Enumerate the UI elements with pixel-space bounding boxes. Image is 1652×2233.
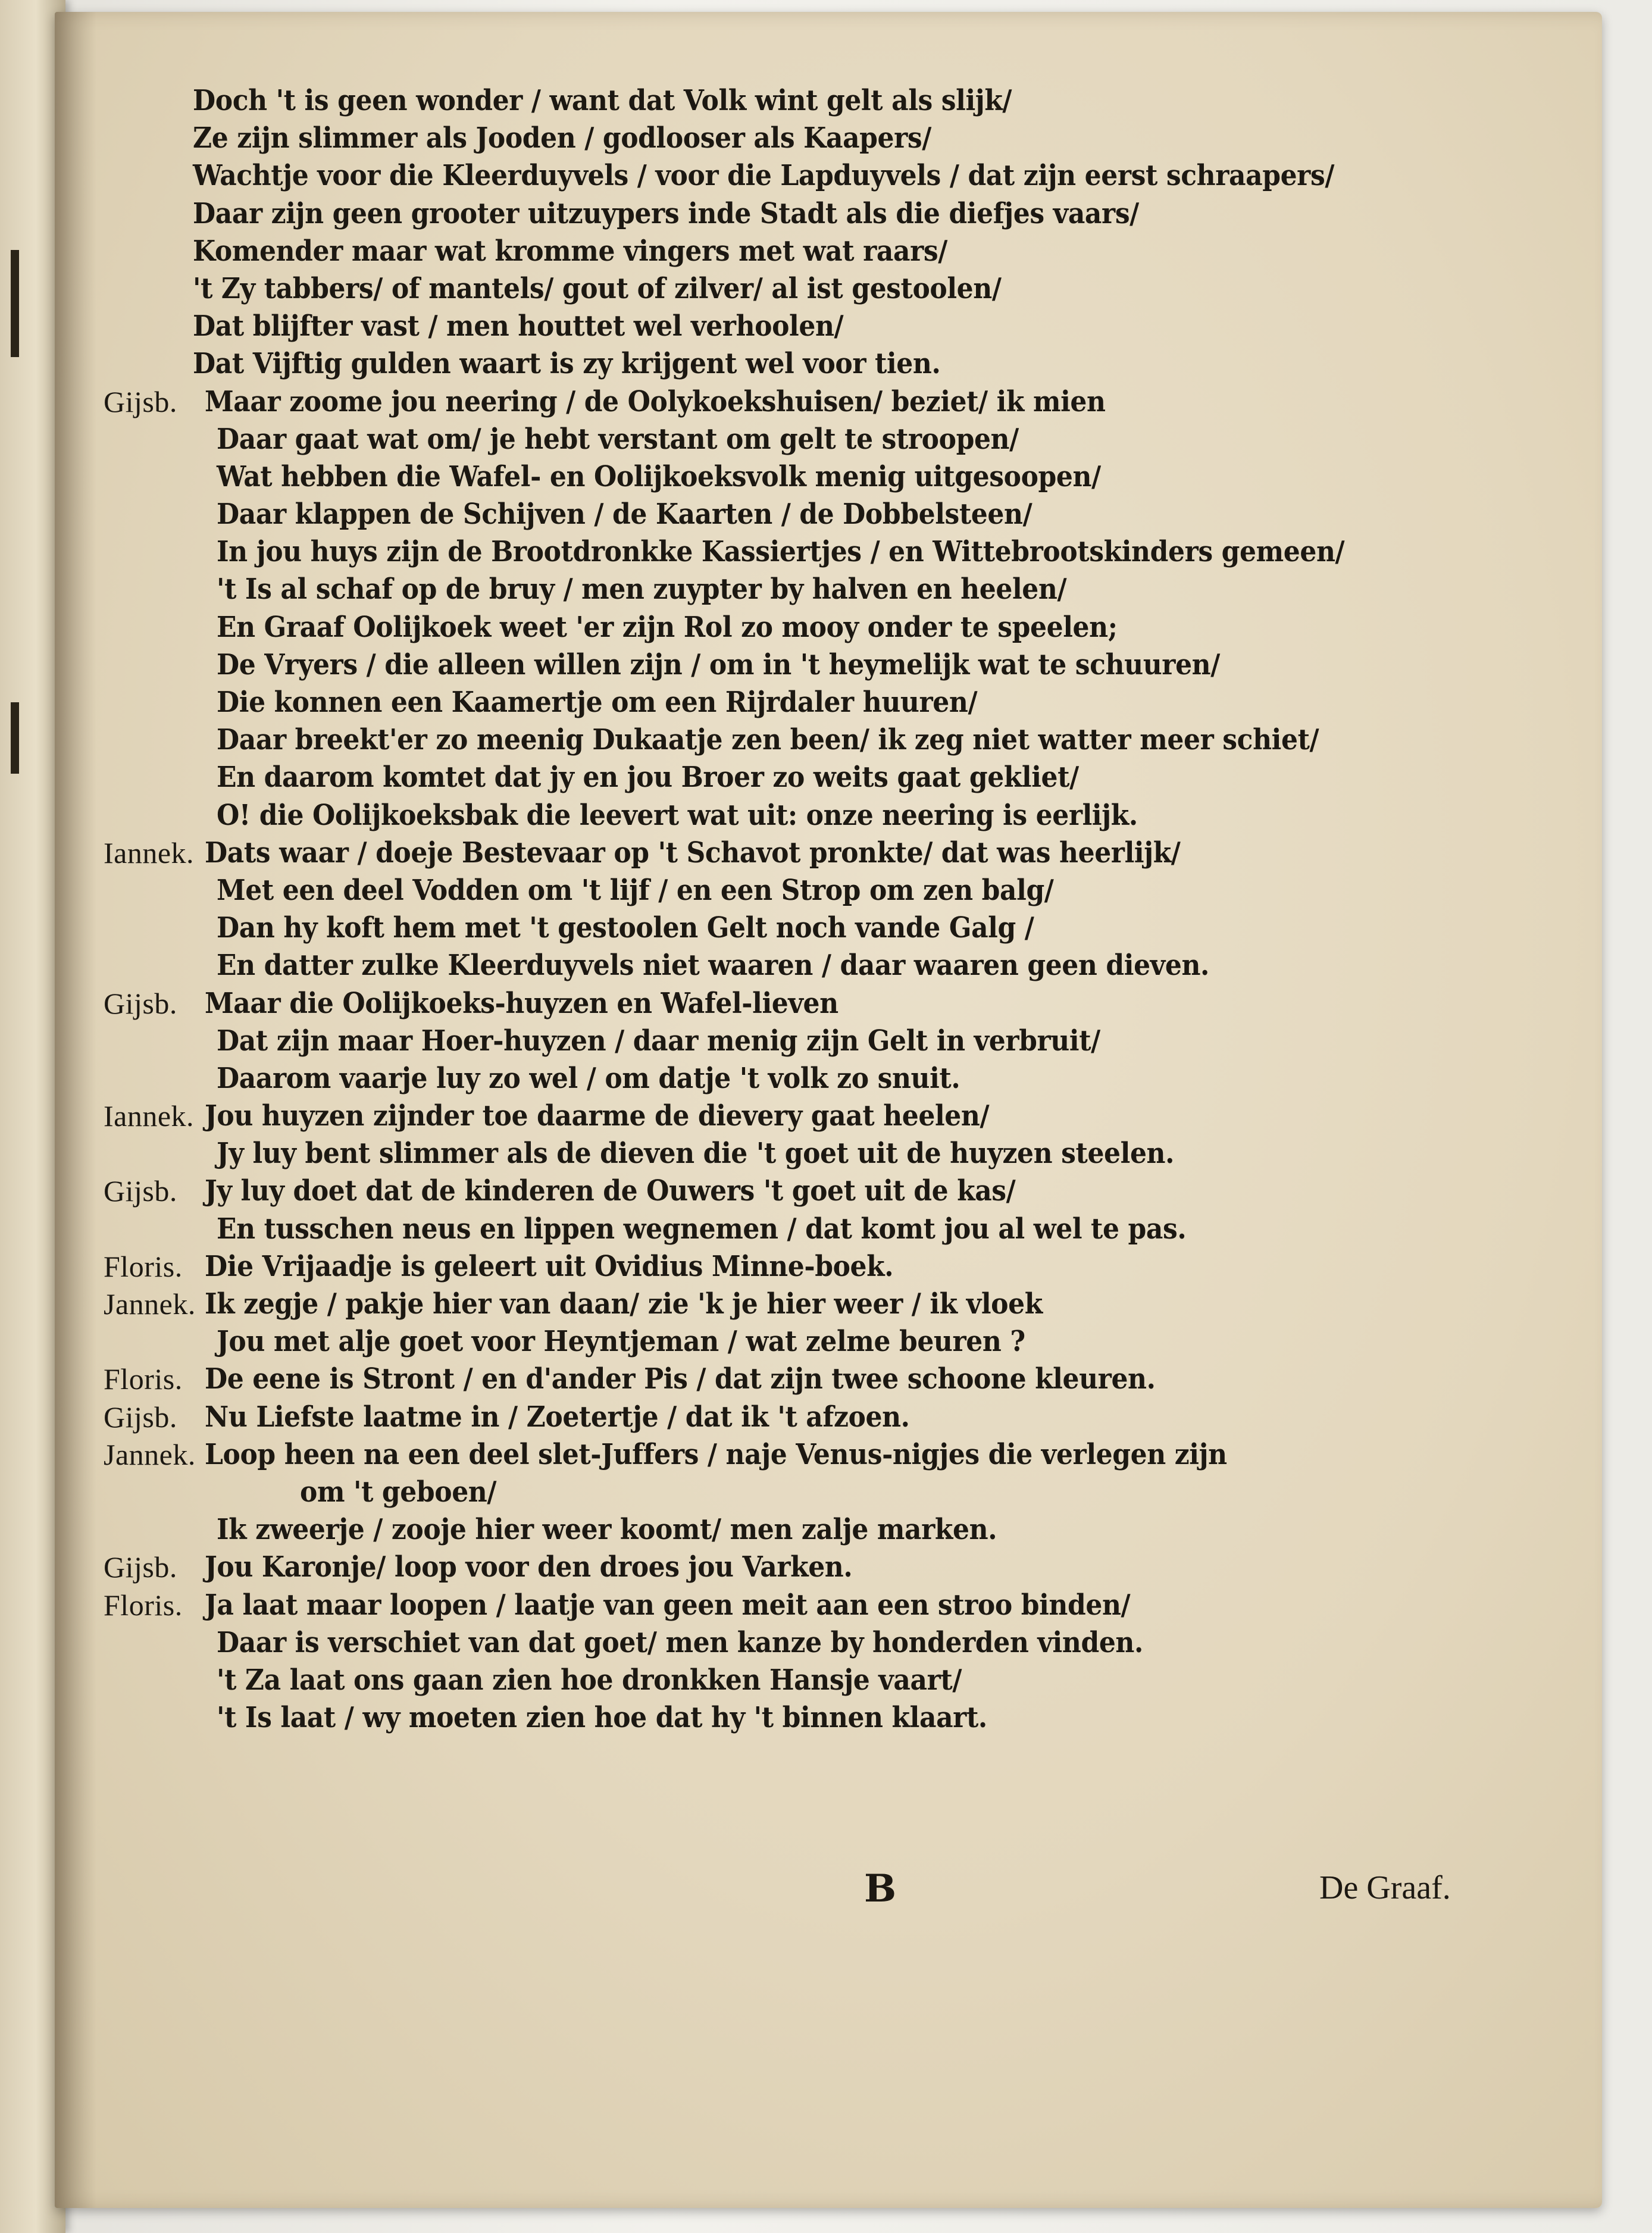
verse-text: om 't geboen/ bbox=[300, 1475, 497, 1509]
verse-text: 't Is al schaf op de bruy / men zuypter by halven en heelen/ bbox=[217, 573, 1067, 606]
verse-text: Wachtje voor die Kleerduyvels / voor die Lapduyvels / dat zijn eerst schraapers/ bbox=[193, 160, 1335, 193]
verse-text: Daarom vaarje luy zo wel / om datje 't volk zo snuit. bbox=[217, 1062, 960, 1095]
verse-text: De eene is Stront / en d'ander Pis / dat zijn twee schoone kleuren. bbox=[205, 1363, 1156, 1396]
verse-text: Nu Liefste laatme in / Zoetertje / dat ik 't afzoen. bbox=[205, 1400, 910, 1434]
verse-text: Daar zijn geen grooter uitzuypers inde Stadt als die diefjes vaars/ bbox=[193, 197, 1139, 230]
verse-text: In jou huys zijn de Brootdronkke Kassiertjes / en Wittebrootskinders gemeen/ bbox=[217, 536, 1345, 569]
verse-text: Maar zoome jou neering / de Oolykoekshuisen/ beziet/ ik mien bbox=[205, 385, 1106, 418]
verse-line bbox=[104, 233, 1556, 270]
verse-text: Loop heen na een deel slet-Juffers / naje Venus-nigjes die verlegen zijn bbox=[205, 1438, 1227, 1471]
verse-text: Ik zegje / pakje hier van daan/ zie 'k je hier weer / ik vloek bbox=[205, 1287, 1043, 1321]
verse-line bbox=[104, 1474, 1556, 1511]
verse-line bbox=[104, 533, 1556, 571]
verse-text: Dats waar / doeje Bestevaar op 't Schavot pronkte/ dat was heerlijk/ bbox=[205, 836, 1181, 870]
verse-text: 't Za laat ons gaan zien hoe dronkken Hansje vaart/ bbox=[217, 1663, 962, 1697]
gutter-shadow bbox=[55, 12, 96, 2208]
verse-text: Doch 't is geen wonder / want dat Volk wint gelt als slijk/ bbox=[193, 84, 1012, 118]
speaker-name: Gijsb. bbox=[104, 1550, 177, 1584]
verse-line bbox=[104, 496, 1556, 533]
verse-text: Dat Vijftig gulden waart is zy krijgent wel voor tien. bbox=[193, 348, 941, 381]
speaker-name: Gijsb. bbox=[104, 1174, 177, 1208]
verse-line bbox=[104, 646, 1556, 684]
book-page bbox=[55, 12, 1602, 2208]
verse-line bbox=[104, 1624, 1556, 1662]
verse-line bbox=[104, 120, 1556, 157]
verse-line bbox=[104, 609, 1556, 646]
verse-line bbox=[104, 721, 1556, 759]
verse-text: Ze zijn slimmer als Jooden / godlooser als Kaapers/ bbox=[193, 122, 931, 155]
verse-line bbox=[104, 383, 1556, 421]
verse-line bbox=[104, 684, 1556, 721]
verse-line bbox=[104, 759, 1556, 796]
signature-mark: B bbox=[864, 1866, 897, 1911]
speaker-name: Gijsb. bbox=[104, 384, 177, 418]
verse-text: En Graaf Oolijkoek weet 'er zijn Rol zo mooy onder te speelen; bbox=[217, 611, 1118, 644]
verse-line bbox=[104, 421, 1556, 458]
verse-text: Dat zijn maar Hoer-huyzen / daar menig zijn Gelt in verbruit/ bbox=[217, 1024, 1100, 1058]
speaker-name: Gijsb. bbox=[104, 986, 177, 1020]
verse-text: Jy luy doet dat de kinderen de Ouwers 't goet uit de kas/ bbox=[205, 1175, 1016, 1208]
verse-text: En tusschen neus en lippen wegnemen / dat komt jou al wel te pas. bbox=[217, 1212, 1187, 1246]
speaker-name: Floris. bbox=[104, 1588, 183, 1622]
verse-text: Ik zweerje / zooje hier weer koomt/ men zalje marken. bbox=[217, 1513, 997, 1547]
verse-line bbox=[104, 1662, 1556, 1699]
verse-line bbox=[104, 157, 1556, 195]
edge-ink-mark bbox=[11, 250, 19, 357]
verse-text: Ja laat maar loopen / laatje van geen meit aan een stroo binden/ bbox=[205, 1588, 1131, 1622]
verse-text: Die konnen een Kaamertje om een Rijrdaler huuren/ bbox=[217, 686, 978, 720]
verse-line bbox=[104, 1361, 1556, 1398]
verse-line bbox=[104, 458, 1556, 496]
verse-line bbox=[104, 308, 1556, 345]
verse-line bbox=[104, 1097, 1556, 1135]
verse-line bbox=[104, 834, 1556, 872]
speaker-name: Jannek. bbox=[104, 1437, 196, 1471]
verse-text: En datter zulke Kleerduyvels niet waaren / daar waaren geen dieven. bbox=[217, 949, 1209, 983]
verse-text: Dan hy koft hem met 't gestoolen Gelt noch vande Galg / bbox=[217, 912, 1034, 945]
verse-text: Maar die Oolijkoeks-huyzen en Wafel-lieven bbox=[205, 987, 838, 1020]
verse-text-block bbox=[104, 82, 1556, 1737]
verse-text: Wat hebben die Wafel- en Oolijkoeksvolk menig uitgesoopen/ bbox=[217, 460, 1101, 493]
verse-line bbox=[104, 270, 1556, 308]
verse-line bbox=[104, 909, 1556, 947]
verse-text: O! die Oolijkoeksbak die leevert wat uit: onze neering is eerlijk. bbox=[217, 799, 1138, 832]
verse-line bbox=[104, 1248, 1556, 1286]
verse-line bbox=[104, 947, 1556, 984]
verse-line bbox=[104, 797, 1556, 834]
speaker-name: Iannek. bbox=[104, 836, 195, 870]
verse-text: De Vryers / die alleen willen zijn / om in 't heymelijk wat te schuuren/ bbox=[217, 648, 1220, 681]
verse-text: Komender maar wat kromme vingers met wat raars/ bbox=[193, 234, 947, 268]
verse-line bbox=[104, 1211, 1556, 1248]
speaker-name: Gijsb. bbox=[104, 1400, 177, 1434]
verse-line bbox=[104, 1549, 1556, 1586]
verse-line bbox=[104, 1436, 1556, 1474]
verse-line bbox=[104, 1399, 1556, 1436]
verse-line bbox=[104, 345, 1556, 383]
verse-line bbox=[104, 1135, 1556, 1172]
speaker-name: Jannek. bbox=[104, 1287, 196, 1321]
verse-text: Daar gaat wat om/ je hebt verstant om gelt te stroopen/ bbox=[217, 423, 1019, 456]
verse-line bbox=[104, 1699, 1556, 1737]
verse-line bbox=[104, 1060, 1556, 1097]
verse-text: Met een deel Vodden om 't lijf / en een Strop om zen balg/ bbox=[217, 874, 1054, 907]
edge-ink-mark bbox=[11, 702, 19, 774]
verse-line bbox=[104, 1323, 1556, 1361]
verse-line bbox=[104, 872, 1556, 909]
speaker-name: Iannek. bbox=[104, 1099, 195, 1133]
verse-text: 't Is laat / wy moeten zien hoe dat hy 't binnen klaart. bbox=[217, 1702, 987, 1735]
verse-text: 't Zy tabbers/ of mantels/ gout of zilver/ al ist gestoolen/ bbox=[193, 272, 1002, 305]
verse-text: En daarom komtet dat jy en jou Broer zo weits gaat gekliet/ bbox=[217, 761, 1079, 795]
verse-text: Jou Karonje/ loop voor den droes jou Varken. bbox=[205, 1551, 853, 1584]
verse-line bbox=[104, 195, 1556, 233]
verse-text: Daar breekt'er zo meenig Dukaatje zen been/ ik zeg niet watter meer schiet/ bbox=[217, 724, 1319, 757]
verse-line bbox=[104, 985, 1556, 1022]
verse-line bbox=[104, 82, 1556, 120]
verse-line bbox=[104, 1587, 1556, 1624]
verse-text: Daar is verschiet van dat goet/ men kanze by honderden vinden. bbox=[217, 1626, 1143, 1659]
verse-text: Jou met alje goet voor Heyntjeman / wat zelme beuren ? bbox=[217, 1325, 1025, 1359]
verse-line bbox=[104, 571, 1556, 608]
verse-text: Daar klappen de Schijven / de Kaarten / de Dobbelsteen/ bbox=[217, 498, 1032, 531]
speaker-name: Floris. bbox=[104, 1249, 183, 1283]
verse-text: Dat blijfter vast / men houttet wel verhoolen/ bbox=[193, 310, 844, 343]
catchword: De Graaf. bbox=[1319, 1869, 1451, 1906]
verse-text: Jou huyzen zijnder toe daarme de dievery gaat heelen/ bbox=[205, 1100, 990, 1133]
verse-line bbox=[104, 1511, 1556, 1549]
verse-line bbox=[104, 1022, 1556, 1060]
verse-text: Jy luy bent slimmer als de dieven die 't goet uit de huyzen steelen. bbox=[217, 1137, 1175, 1171]
verse-line bbox=[104, 1172, 1556, 1210]
verse-text: Die Vrijaadje is geleert uit Ovidius Minne-boek. bbox=[205, 1250, 894, 1283]
speaker-name: Floris. bbox=[104, 1362, 183, 1396]
verse-line bbox=[104, 1286, 1556, 1323]
